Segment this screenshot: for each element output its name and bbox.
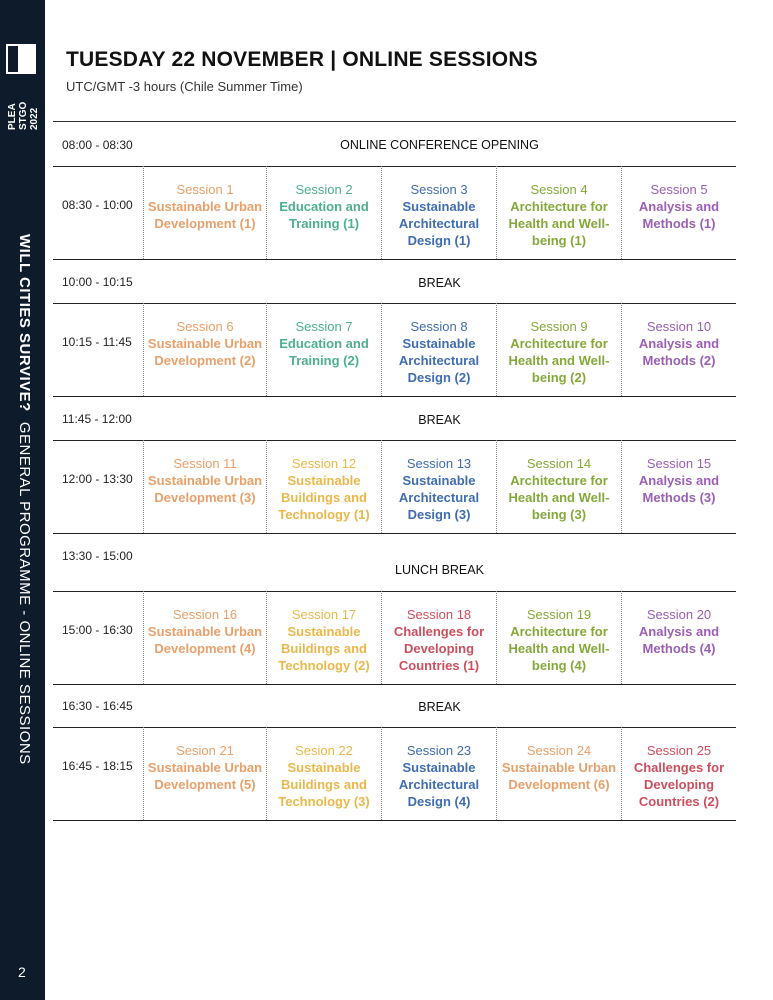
session-cell[interactable] [143, 303, 266, 396]
session-number: Session 13 [406, 456, 472, 471]
time-slot: 16:30 - 16:45 [62, 699, 133, 713]
session-cell[interactable] [143, 727, 266, 820]
time-slot: 11:45 - 12:00 [62, 412, 132, 426]
session-number: Session 18 [406, 607, 472, 622]
logo-line: PLEA [7, 103, 18, 130]
session-number: Session 15 [646, 456, 712, 471]
session-number: Session 24 [526, 743, 592, 758]
session-name: Analysis and Methods (3) [638, 473, 720, 505]
row-label: BREAK [418, 276, 461, 290]
schedule-row-sessions [53, 727, 736, 821]
row-label: BREAK [418, 700, 461, 714]
row-label: LUNCH BREAK [395, 563, 484, 577]
session-number: Session 9 [530, 319, 588, 334]
plea-logo [6, 44, 38, 130]
logo-text [6, 78, 40, 130]
session-number: Session 2 [295, 182, 353, 197]
session-cell[interactable] [143, 166, 266, 259]
logo-line: STGO [18, 101, 29, 130]
session-number: Session 11 [173, 456, 237, 471]
session-name: Sustainable Urban Development (2) [147, 336, 263, 368]
schedule-row-break [53, 683, 736, 728]
session-number: Session 6 [176, 319, 234, 334]
session-name: Challenges for Developing Countries (1) [393, 624, 485, 673]
session-cell[interactable] [496, 166, 621, 259]
session-number: Session 3 [410, 182, 468, 197]
page-number: 2 [18, 964, 26, 980]
row-label: ONLINE CONFERENCE OPENING [340, 138, 539, 152]
page-title: TUESDAY 22 NOVEMBER | ONLINE SESSIONS [66, 48, 538, 71]
session-number: Session 20 [646, 607, 712, 622]
time-slot: 13:30 - 15:00 [62, 549, 133, 563]
session-name: Sustainable Urban Development (5) [147, 760, 263, 792]
session-cell[interactable] [621, 166, 736, 259]
session-cell[interactable] [266, 591, 381, 684]
session-number: Session 12 [291, 456, 357, 471]
schedule-row-sessions [53, 303, 736, 397]
session-name: Architecture for Health and Well-being (3) [508, 473, 610, 522]
session-number: Session 7 [295, 319, 353, 334]
session-name: Sustainable Architectural Design (4) [398, 760, 480, 809]
schedule-row-break [53, 533, 736, 592]
session-name: Sustainable Urban Development (1) [147, 199, 263, 231]
session-name: Sustainable Architectural Design (3) [398, 473, 480, 522]
time-slot: 08:30 - 10:00 [62, 198, 133, 212]
schedule-row-sessions [53, 440, 736, 534]
session-number: Session 23 [406, 743, 472, 758]
session-number: Sesion 21 [176, 743, 234, 758]
session-number: Session 14 [526, 456, 592, 471]
session-number: Session 17 [291, 607, 357, 622]
schedule-row-sessions [53, 591, 736, 685]
time-slot: 15:00 - 16:30 [62, 623, 133, 637]
schedule-row-break [53, 122, 736, 167]
schedule-row-break [53, 396, 736, 441]
session-name: Sustainable Urban Development (3) [147, 473, 263, 505]
session-number: Session 1 [176, 182, 234, 197]
session-cell[interactable] [621, 440, 736, 533]
logo-mark-icon [6, 44, 36, 74]
session-name: Analysis and Methods (2) [638, 336, 720, 368]
session-cell[interactable] [496, 303, 621, 396]
session-name: Architecture for Health and Well-being (2) [508, 336, 610, 385]
session-name: Sustainable Urban Development (4) [147, 624, 263, 656]
session-cell[interactable] [266, 166, 381, 259]
logo-line: 2022 [29, 107, 40, 130]
session-name: Challenges for Developing Countries (2) [633, 760, 725, 809]
session-cell[interactable] [381, 440, 496, 533]
sidebar-title-rest: GENERAL PROGRAMME - ONLINE SESSIONS [16, 421, 33, 765]
session-number: Session 8 [410, 319, 468, 334]
sidebar-title-bold: WILL CITIES SURVIVE? [16, 234, 33, 412]
time-slot: 10:00 - 10:15 [62, 275, 133, 289]
session-cell[interactable] [496, 440, 621, 533]
session-cell[interactable] [621, 303, 736, 396]
sidebar [0, 0, 45, 1000]
time-slot: 08:00 - 08:30 [62, 138, 133, 152]
session-name: Sustainable Urban Development (6) [501, 760, 617, 792]
session-number: Session 10 [646, 319, 712, 334]
session-name: Analysis and Methods (4) [638, 624, 720, 656]
schedule-row-break [53, 259, 736, 304]
session-cell[interactable] [266, 727, 381, 820]
time-slot: 10:15 - 11:45 [62, 335, 132, 349]
session-name: Sustainable Buildings and Technology (3) [278, 760, 370, 809]
session-cell[interactable] [496, 591, 621, 684]
time-slot: 16:45 - 18:15 [62, 759, 133, 773]
page-subtitle: UTC/GMT -3 hours (Chile Summer Time) [66, 79, 303, 94]
session-cell[interactable] [381, 727, 496, 820]
session-name: Sustainable Architectural Design (2) [398, 336, 480, 385]
session-cell[interactable] [266, 303, 381, 396]
session-cell[interactable] [143, 591, 266, 684]
session-number: Sesion 22 [295, 743, 353, 758]
session-cell[interactable] [381, 303, 496, 396]
session-number: Session 5 [650, 182, 708, 197]
session-number: Session 16 [172, 607, 238, 622]
session-cell[interactable] [621, 727, 736, 820]
schedule-row-sessions [53, 166, 736, 260]
sidebar-title [16, 234, 33, 765]
session-number: Session 19 [526, 607, 592, 622]
session-cell[interactable] [381, 166, 496, 259]
session-number: Session 25 [646, 743, 712, 758]
session-cell[interactable] [143, 440, 266, 533]
session-cell[interactable] [621, 591, 736, 684]
session-name: Education and Training (2) [279, 336, 369, 368]
session-number: Session 4 [530, 182, 588, 197]
session-cell[interactable] [381, 591, 496, 684]
session-name: Sustainable Buildings and Technology (1) [278, 473, 370, 522]
session-name: Education and Training (1) [279, 199, 369, 231]
row-label: BREAK [418, 413, 461, 427]
session-cell[interactable] [496, 727, 621, 820]
session-cell[interactable] [266, 440, 381, 533]
time-slot: 12:00 - 13:30 [62, 472, 133, 486]
session-name: Sustainable Buildings and Technology (2) [278, 624, 370, 673]
session-name: Architecture for Health and Well-being (4) [508, 624, 610, 673]
session-name: Sustainable Architectural Design (1) [398, 199, 480, 248]
session-name: Analysis and Methods (1) [638, 199, 720, 231]
session-name: Architecture for Health and Well-being (1) [508, 199, 610, 248]
